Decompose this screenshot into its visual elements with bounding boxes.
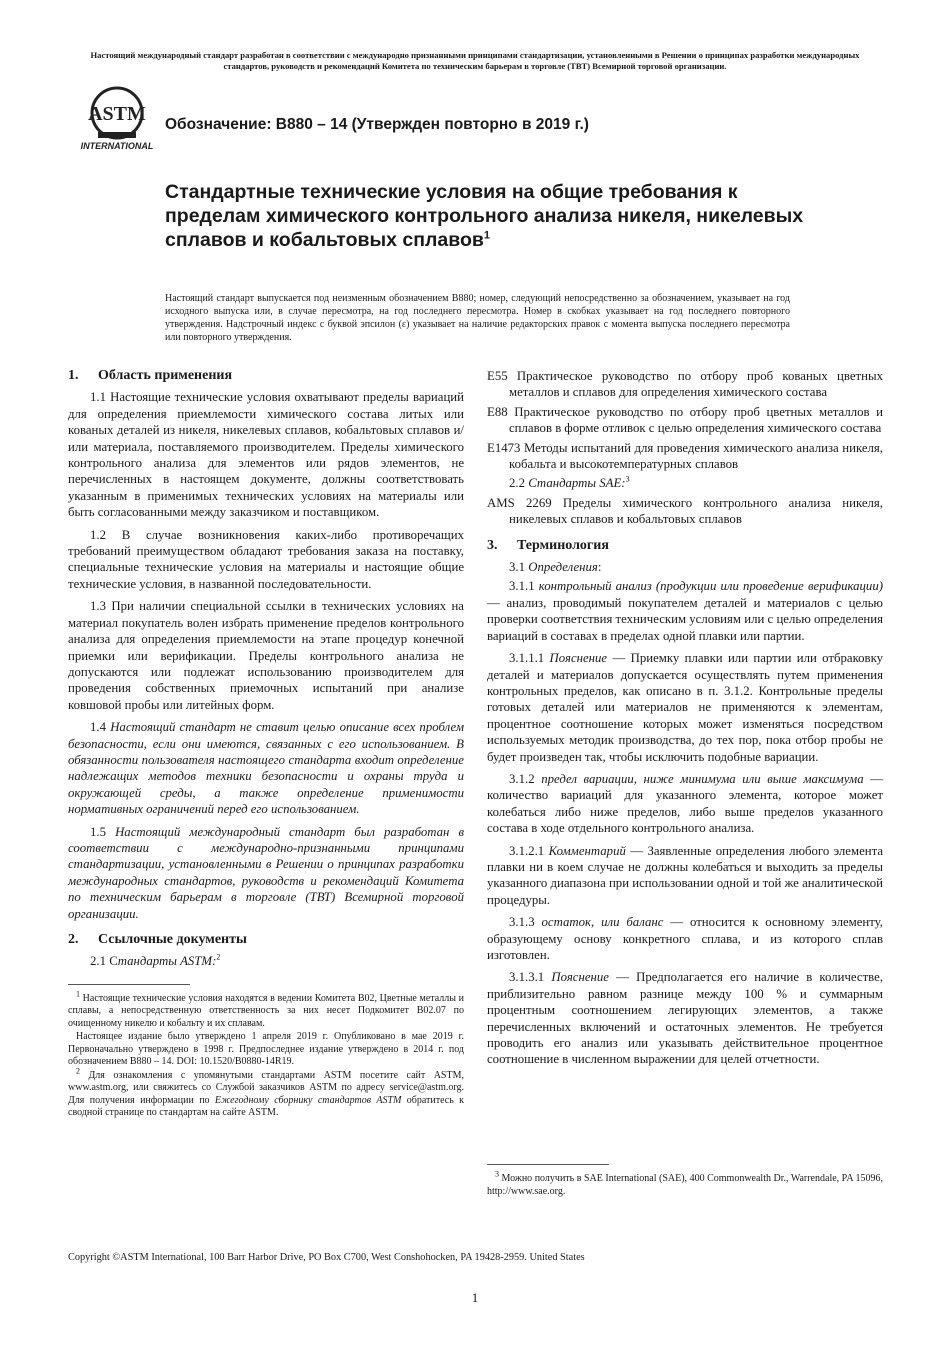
footnote-3: $^3$ Можно получить в SAE International (SAE), 400 Commonwealth Dr., Warrendale, PA 15096, http://www.sae.org. bbox=[487, 1169, 884, 1197]
standards-notice: Настоящий международный стандарт разработан в соответствии с международно признанными принципами стандартизации, установленными в Решении о принципах разработки международных стандартов, руководств и рекомендаций Комитета по техническим барьерам в торговле (ТВТ) Всемирной торговой организации. bbox=[90, 50, 860, 71]
para-1-4: 1.4 Настоящий стандарт не ставит целью описание всех проблем безопасности, если они имеются, связанных с его использованием. В обязанности пользователя настоящего стандарта входит определение надлежащих методов техники безопасности и охраны труда и окружающей среды, а также определение применимости нормативных ограничений перед его использованием. bbox=[68, 720, 464, 817]
para-1-3: 1.3 При наличии специальной ссылки в технических условиях на материал покупатель волен избрать применение пределов контрольного анализа для определения приемлемости на этапе процедур конечной приемки или верификации. Пределы контрольного анализа не допускаются или подлежат использованию производителем для проведения собственных приемочных испытаний при анализе ковшовой пробы или литейных форм. bbox=[68, 599, 464, 712]
title-text: Стандартные технические условия на общие требования к пределам химического контрольного анализа никеля, никелевых сплавов и кобальтовых сплавов bbox=[165, 181, 804, 251]
title-footnote-mark: 1 bbox=[483, 229, 490, 242]
right-footnotes bbox=[487, 1154, 883, 1199]
def-3-1-2-1: 3.1.2.1 Комментарий — Заявленные определения любого элемента плавки ни в коем случае не должны колебаться и выходить за пределы указанного диапазона при использовании одной и той же аналитической процедуры. bbox=[487, 843, 884, 907]
right-column bbox=[487, 368, 883, 1074]
designation: Обозначение: B880 – 14 (Утвержден повторно в 2019 г.) bbox=[165, 116, 589, 133]
def-3-1-3: 3.1.3 остаток, или баланс — относится к основному элементу, образующему основу конкретного сплава, и из которого сплав изготовлен. bbox=[487, 915, 883, 962]
logo-letters: ASTM bbox=[88, 103, 146, 125]
ref-e55: E55 Практическое руководство по отбору проб кованых цветных металлов и сплавов для определения химического состава bbox=[487, 369, 883, 400]
ref-e1473: E1473 Методы испытаний для проведения химического анализа никеля, кобальта и высокотемпературных сплавов bbox=[487, 440, 883, 472]
para-1-5: 1.5 Настоящий международный стандарт был разработан в соответствии с международно-признанными принципами стандартизации, установленными в Решении о принципах разработки международных стандартов, руководств и рекомендаций Комитета по техническим барьерам в торговле (ТВТ) Всемирной торговой организации. bbox=[68, 824, 465, 921]
astm-logo bbox=[76, 86, 158, 152]
document-title bbox=[165, 180, 805, 252]
section-2-heading: 2. Ссылочные документы bbox=[68, 932, 247, 947]
left-column bbox=[68, 368, 464, 1121]
footnote-2: $^2$ Для ознакомления с упомянутыми стандартами ASTM посетите сайт ASTM, www.astm.org, или свяжитесь со Службой заказчиков ASTM по адресу service@astm.org. Для получения информации по Ежегодному сборнику стандартов ASTM обратитесь к сводной странице по стандартам на сайте ASTM. bbox=[68, 1066, 464, 1119]
def-3-1-2: 3.1.2 предел вариации, ниже минимума или выше максимума — количество вариаций для указанного элемента, которое может колебаться либо ниже пределов, либо выше пределов указанного состава в ходе отдельного контрольного анализа. bbox=[487, 771, 884, 836]
copyright: Copyright ©ASTM International, 100 Barr Harbor Drive, PO Box C700, West Conshohocken, PA 19428-2959. United States bbox=[68, 1252, 585, 1263]
section-1-heading: 1. Область применения bbox=[68, 368, 233, 383]
para-2-2: 2.2 Стандарты SAE:$^3$ bbox=[509, 475, 630, 491]
footnote-rule bbox=[68, 984, 190, 985]
def-3-1-1-1: 3.1.1.1 Пояснение — Приемку плавки или партии или отбраковку деталей и материалов допускается осуществлять путем применения контрольных пределов, как описано в п. 3.1.2. Контрольные пределы готовых деталей или материалов не применяются к элементам, процентное соотношение которых может изменяться посредством используемых методик производства, до тех пор, пока отбор пробы не будет произведен так, чтобы исключить подобные вариации. bbox=[487, 651, 884, 764]
page-number: 1 bbox=[471, 1290, 479, 1305]
para-3-1: 3.1 Определения: bbox=[509, 560, 602, 575]
footnote-1-edition: Настоящее издание было утверждено 1 апреля 2019 г. Опубликовано в мае 2019 г. Первоначально утверждено в 1998 г. Предпоследнее издание утверждено в 2014 г. под обозначением B880 – 14. DOI: 10.1520/B0880-14R19. bbox=[68, 1031, 464, 1068]
def-3-1-1: 3.1.1 контрольный анализ (продукции или проведение верификации) — анализ, проводимый покупателем деталей и материалов с целью проверки соответствия техническим условиям или с целью определения вариаций в составах в пределах одной плавки или партии. bbox=[487, 579, 883, 643]
footnote-rule-right bbox=[487, 1164, 609, 1165]
preface-note: Настоящий стандарт выпускается под неизменным обозначением B880; номер, следующий непосредственно за обозначением, указывает на год исходного выпуска или, в случае пересмотра, на год последнего пересмотра. Номер в скобках указывает на год последнего повторного утверждения. Надстрочный индекс с буквой эпсилон (ε) указывает на наличие редакторских правок с момента выпуска последнего пересмотра или повторного утверждения. bbox=[165, 293, 790, 343]
para-1-2: 1.2 В случае возникновения каких-либо противоречащих требований преимуществом обладают требования заказа на поставку, специальные технические условия на материалы и настоящие общие технические условия, в названной последовательности. bbox=[68, 527, 464, 591]
logo-label: INTERNATIONAL bbox=[80, 141, 154, 151]
para-2-1: 2.1 Стандарты ASTM:$^2$ bbox=[90, 953, 221, 969]
para-1-1: 1.1 Настоящие технические условия охватывают пределы вариаций для определения приемлемости химического состава литых или кованых деталей из никеля, никелевых сплавов, кобальтовых сплавов и/или материала, поставляемого производителем. Пределы химического контрольного анализа для элементов или рядов элементов, не перечисленных в настоящем документе, должны соответствовать указанным в применимых технических условиях на материалы или быть согласованными между заказчиком и поставщиком. bbox=[68, 390, 464, 520]
section-3-heading: 3. Терминология bbox=[487, 537, 609, 553]
def-3-1-3-1: 3.1.3.1 Пояснение — Предполагается его наличие в количестве, приблизительно равном разнице между 100 % и суммарным процентным соотношением легирующих элементов, а также перечисленных включений и остаточных элементов. Не требуется проводить его анализ или указывать действительное процентное соотношение в численном выражении для целей отчетности. bbox=[487, 970, 884, 1067]
ref-e88: E88 Практическое руководство по отбору проб цветных металлов и сплавов в форме отливок с целью определения химического состава bbox=[487, 404, 883, 436]
ref-ams2269: AMS 2269 Пределы химического контрольного анализа никеля, никелевых сплавов и кобальтовых сплавов bbox=[487, 495, 883, 527]
footnote-1: $^1$ Настоящие технические условия находятся в ведении Комитета B02, Цветные металлы и сплавы, а непосредственную ответственность за них несет Подкомитет B02.07 по очищенному никелю и кобальту и их сплавам. bbox=[68, 989, 465, 1029]
